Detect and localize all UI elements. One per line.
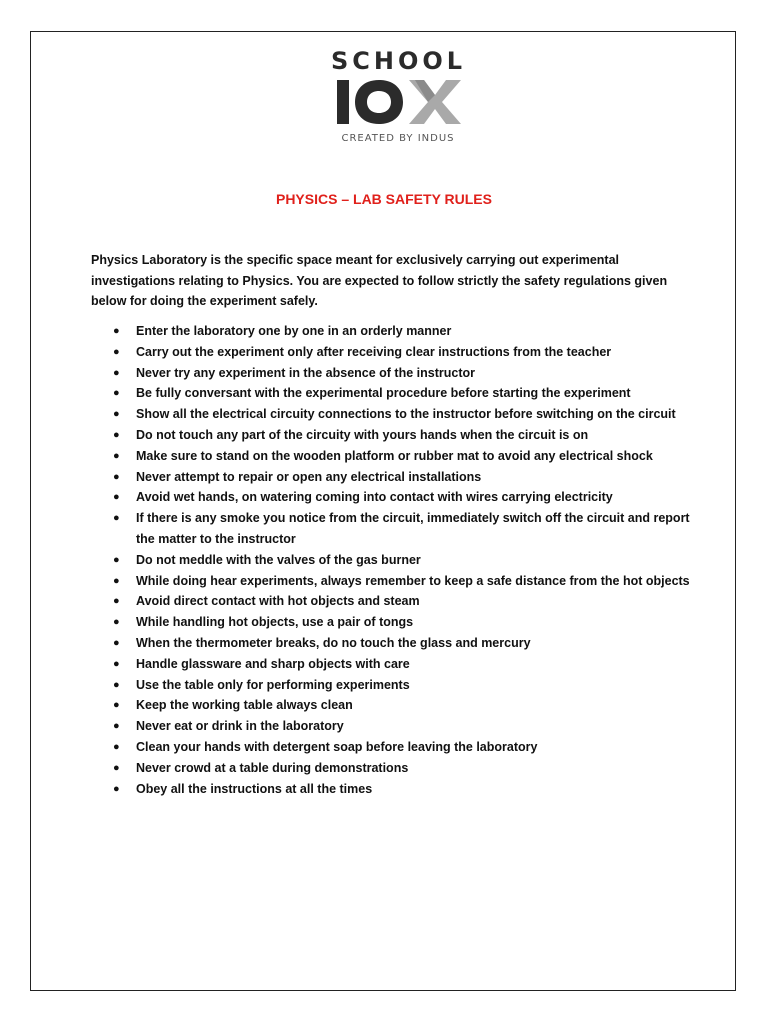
list-item [91,654,691,675]
bullet-icon: ● [113,345,120,358]
rule-text: Make sure to stand on the wooden platform or rubber mat to avoid any electrical shock [136,448,653,463]
bullet-icon: ● [113,512,120,525]
list-item [91,487,691,508]
bullet-icon: ● [113,366,120,379]
bullet-icon: ● [113,325,120,337]
rule-text: Never crowd at a table during demonstrations [136,760,409,775]
bullet-icon: ● [113,636,120,649]
rule-text: Carry out the experiment only after receiving clear instructions from the teacher [136,344,612,359]
bullet-icon: ● [113,678,120,691]
rule-text: While handling hot objects, use a pair of tongs [136,615,414,630]
intro-paragraph: Physics Laboratory is the specific space meant for exclusively carrying out experimental investigations relating to Physics. You are expected to follow strictly the safety regulations given below for doing the experiment safely. [91,253,668,308]
list-item [91,758,691,779]
bullet-icon: ● [113,491,120,504]
list-item [91,467,691,488]
rule-text: While doing hear experiments, always remember to keep a safe distance from the hot objects [136,573,690,588]
list-item [91,695,691,716]
rule-text: Do not touch any part of the circuity with yours hands when the circuit is on [136,427,589,442]
bullet-icon: ● [113,470,120,483]
logo-created-by-text: CREATED BY INDUS [341,133,455,144]
rule-text: Never attempt to repair or open any electrical installations [136,469,482,484]
bullet-icon: ● [113,761,120,774]
rule-text: Enter the laboratory one by one in an orderly manner [136,324,452,338]
rule-text: Avoid wet hands, on watering coming into contact with wires carrying electricity [136,490,613,505]
school-logo [331,48,465,152]
rule-text: Never try any experiment in the absence of the instructor [136,365,475,380]
logo-school-text: SCHOOL [331,47,467,75]
bullet-icon: ● [113,740,120,753]
bullet-icon: ● [113,428,120,441]
rule-text: Do not meddle with the valves of the gas burner [136,552,421,567]
bullet-icon: ● [113,782,120,795]
bullet-icon: ● [113,408,120,421]
list-item [91,342,691,363]
list-item [91,779,691,800]
rule-text: Never eat or drink in the laboratory [136,719,344,734]
rule-text: Keep the working table always clean [136,698,353,713]
rule-text: Handle glassware and sharp objects with care [136,656,410,671]
bullet-icon: ● [113,387,120,400]
document-title: PHYSICS – LAB SAFETY RULES [275,191,492,207]
rule-text: When the thermometer breaks, do no touch the glass and mercury [136,635,531,650]
logo-iox-mark [331,77,465,127]
bullet-icon: ● [113,616,120,629]
list-item [91,571,691,592]
list-item [91,321,691,342]
rule-text: Use the table only for performing experiments [136,677,410,692]
list-item [91,737,691,758]
list-item [91,675,691,696]
rule-text: Be fully conversant with the experimental procedure before starting the experiment [136,386,631,401]
bullet-icon: ● [113,574,120,587]
list-item [91,404,691,425]
list-item [91,612,691,633]
rule-text: Clean your hands with detergent soap before leaving the laboratory [136,739,538,754]
list-item [91,550,691,571]
bullet-icon: ● [113,657,120,670]
bullet-icon: ● [113,553,120,566]
list-item [91,383,691,404]
bullet-icon: ● [113,720,120,733]
list-item [91,446,691,467]
bullet-icon: ● [113,595,120,608]
list-item [91,508,691,550]
rule-text: Obey all the instructions at all the times [136,781,373,796]
list-item [91,363,691,384]
list-item [91,591,691,612]
logo-iox-icon [335,78,461,126]
rule-text: If there is any smoke you notice from the circuit, immediately switch off the circuit and report the matter to the instructor [136,511,690,546]
list-item [91,716,691,737]
bullet-icon: ● [113,699,120,712]
list-item [91,425,691,446]
safety-rules-list [91,321,691,799]
rule-text: Show all the electrical circuity connections to the instructor before switching on the circuit [136,407,676,422]
bullet-icon: ● [113,449,120,462]
list-item [91,633,691,654]
rule-text: Avoid direct contact with hot objects and steam [136,594,420,609]
